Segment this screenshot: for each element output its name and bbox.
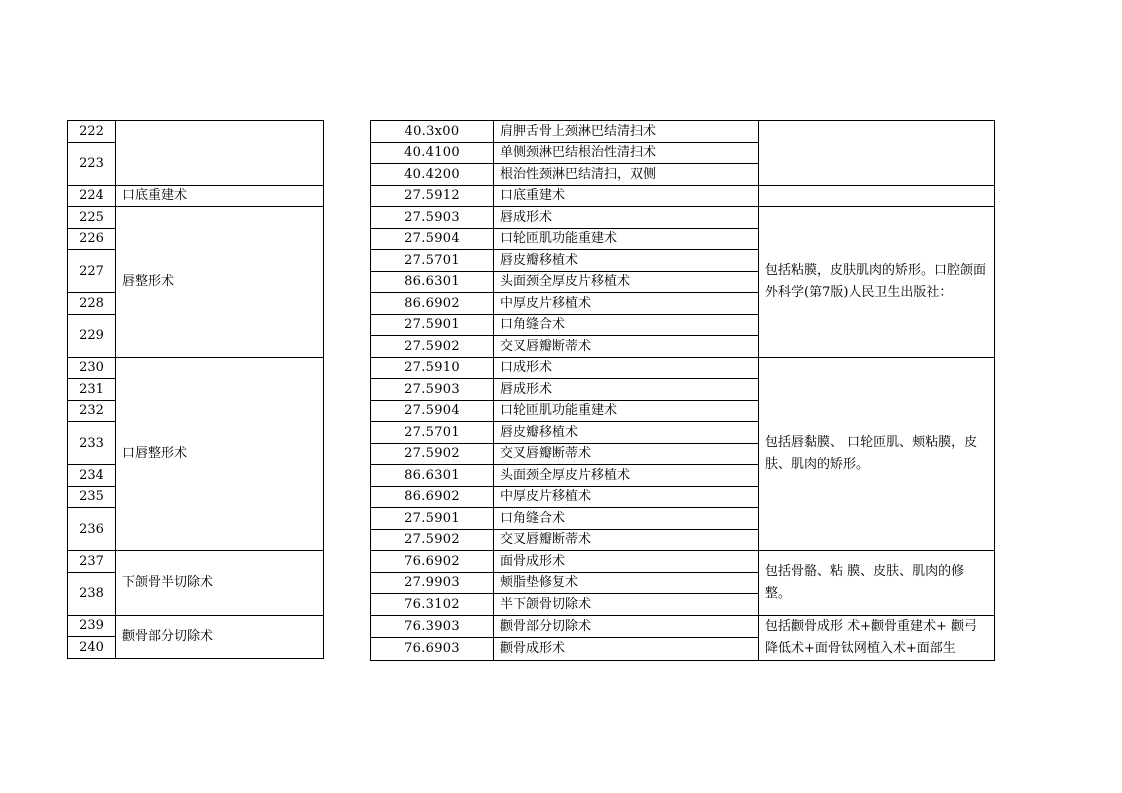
- table-row: [371, 551, 995, 573]
- table-row: [371, 357, 995, 379]
- operation-name: 颧骨部分切除术: [494, 615, 759, 638]
- operation-code: 27.5904: [371, 228, 494, 250]
- row-number: 232: [68, 400, 116, 422]
- operation-name: 唇皮瓣移植术: [494, 250, 759, 272]
- operation-code: 27.9903: [371, 572, 494, 594]
- row-number: 223: [68, 142, 116, 185]
- operation-name: 头面颈全厚皮片移植术: [494, 271, 759, 293]
- row-number: 229: [68, 314, 116, 357]
- operation-code: 76.3102: [371, 594, 494, 616]
- table-row: [68, 357, 324, 379]
- table-row: [371, 185, 995, 207]
- row-number: 226: [68, 228, 116, 250]
- operation-code: 86.6301: [371, 271, 494, 293]
- row-number: 233: [68, 422, 116, 465]
- procedure-name: 口底重建术: [116, 185, 324, 207]
- operation-name: 根治性颈淋巴结清扫，双侧: [494, 164, 759, 186]
- row-number: 227: [68, 250, 116, 293]
- row-number: 222: [68, 121, 116, 143]
- operation-name: 头面颈全厚皮片移植术: [494, 465, 759, 487]
- operation-code: 27.5901: [371, 314, 494, 336]
- remark: 包括唇黏膜、 口轮匝肌、颊粘膜，皮肤、肌肉的矫形。: [759, 357, 995, 551]
- operation-code: 27.5902: [371, 529, 494, 551]
- operation-code: 76.6902: [371, 551, 494, 573]
- procedure-name: 下颌骨半切除术: [116, 551, 324, 616]
- operation-code: 40.4100: [371, 142, 494, 164]
- procedure-name: 唇整形术: [116, 207, 324, 358]
- right-table: [370, 120, 995, 661]
- right-table-body: [371, 121, 995, 661]
- table-row: [68, 185, 324, 207]
- operation-code: 40.3x00: [371, 121, 494, 143]
- remark: 包括颧骨成形 术+颧骨重建术+ 颧弓降低术+面骨钛网植入术+面部生: [759, 615, 995, 660]
- row-number: 224: [68, 185, 116, 207]
- table-row: [68, 121, 324, 143]
- operation-name: 唇成形术: [494, 207, 759, 229]
- procedure-name: 口唇整形术: [116, 357, 324, 551]
- operation-name: 口轮匝肌功能重建术: [494, 228, 759, 250]
- operation-name: 交叉唇瓣断蒂术: [494, 529, 759, 551]
- operation-code: 76.3903: [371, 615, 494, 638]
- row-number: 236: [68, 508, 116, 551]
- operation-name: 面骨成形术: [494, 551, 759, 573]
- table-row: [371, 615, 995, 638]
- operation-name: 颊脂垫修复术: [494, 572, 759, 594]
- operation-name: 颧骨成形术: [494, 638, 759, 661]
- procedure-name: 颧骨部分切除术: [116, 615, 324, 658]
- table-row: [371, 207, 995, 229]
- left-table-body: [68, 121, 324, 659]
- row-number: 231: [68, 379, 116, 401]
- left-table: [67, 120, 324, 659]
- operation-code: 27.5903: [371, 379, 494, 401]
- operation-code: 27.5903: [371, 207, 494, 229]
- operation-name: 肩胛舌骨上颈淋巴结清扫术: [494, 121, 759, 143]
- remark: [759, 185, 995, 207]
- operation-name: 交叉唇瓣断蒂术: [494, 443, 759, 465]
- operation-code: 27.5701: [371, 250, 494, 272]
- operation-code: 86.6301: [371, 465, 494, 487]
- operation-code: 27.5901: [371, 508, 494, 530]
- table-row: [68, 207, 324, 229]
- operation-name: 交叉唇瓣断蒂术: [494, 336, 759, 358]
- row-number: 234: [68, 465, 116, 487]
- operation-code: 27.5902: [371, 336, 494, 358]
- row-number: 237: [68, 551, 116, 573]
- operation-name: 口角缝合术: [494, 314, 759, 336]
- operation-name: 口底重建术: [494, 185, 759, 207]
- table-row: [68, 551, 324, 573]
- operation-name: 唇皮瓣移植术: [494, 422, 759, 444]
- operation-code: 27.5902: [371, 443, 494, 465]
- operation-name: 中厚皮片移植术: [494, 293, 759, 315]
- operation-code: 27.5912: [371, 185, 494, 207]
- remark: 包括骨骼、粘 膜、皮肤、肌肉的修整。: [759, 551, 995, 616]
- operation-code: 86.6902: [371, 293, 494, 315]
- operation-name: 单侧颈淋巴结根治性清扫术: [494, 142, 759, 164]
- procedure-name: [116, 121, 324, 186]
- operation-name: 口轮匝肌功能重建术: [494, 400, 759, 422]
- operation-name: 半下颌骨切除术: [494, 594, 759, 616]
- row-number: 228: [68, 293, 116, 315]
- operation-code: 27.5910: [371, 357, 494, 379]
- operation-code: 40.4200: [371, 164, 494, 186]
- table-row: [371, 121, 995, 143]
- row-number: 230: [68, 357, 116, 379]
- operation-code: 86.6902: [371, 486, 494, 508]
- operation-name: 口角缝合术: [494, 508, 759, 530]
- operation-name: 中厚皮片移植术: [494, 486, 759, 508]
- row-number: 240: [68, 637, 116, 659]
- row-number: 225: [68, 207, 116, 229]
- row-number: 235: [68, 486, 116, 508]
- remark: [759, 121, 995, 186]
- operation-code: 76.6903: [371, 638, 494, 661]
- operation-name: 口成形术: [494, 357, 759, 379]
- operation-name: 唇成形术: [494, 379, 759, 401]
- table-row: [68, 615, 324, 637]
- operation-code: 27.5904: [371, 400, 494, 422]
- row-number: 238: [68, 572, 116, 615]
- operation-code: 27.5701: [371, 422, 494, 444]
- remark: 包括粘膜，皮肤肌肉的矫形。口腔颌面外科学(第7版)人民卫生出版社：: [759, 207, 995, 358]
- row-number: 239: [68, 615, 116, 637]
